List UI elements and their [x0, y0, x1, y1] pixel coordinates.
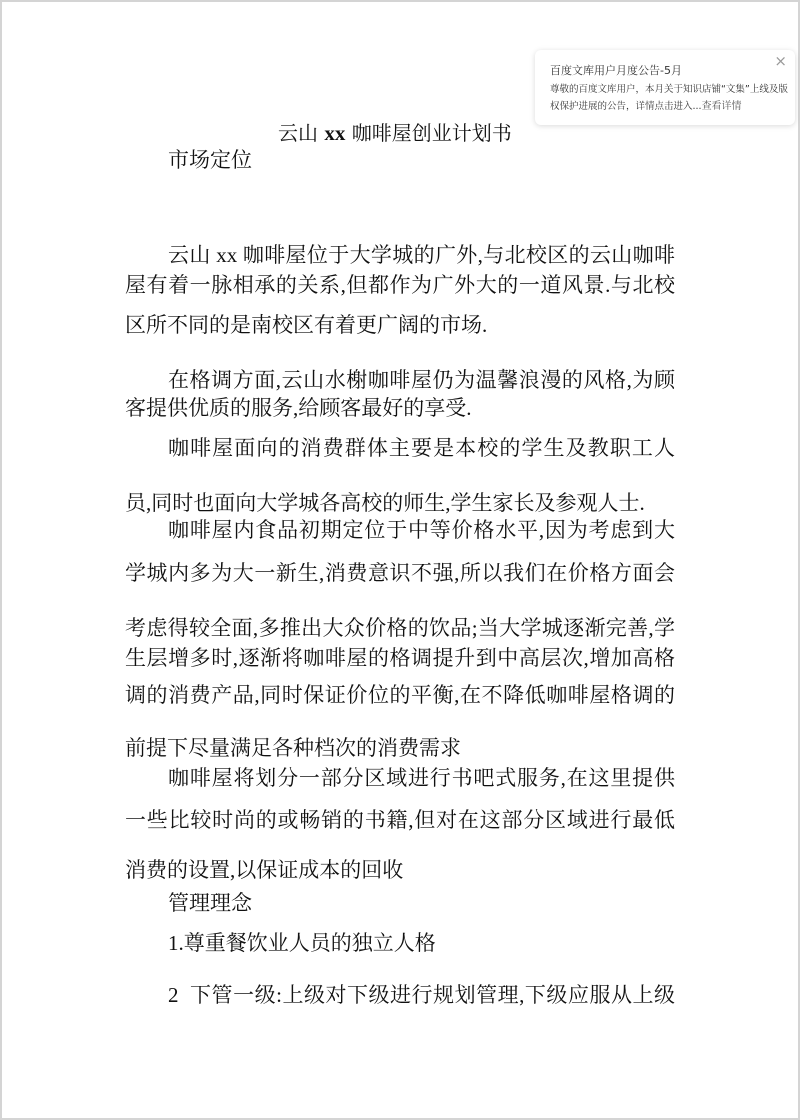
paragraph-line: 咖啡屋面向的消费群体主要是本校的学生及教职工人 — [168, 436, 675, 460]
section-heading-management: 管理理念 — [168, 891, 252, 915]
paragraph-line: 咖啡屋将划分一部分区域进行书吧式服务,在这里提供 — [168, 766, 675, 790]
paragraph-line: 前提下尽量满足各种档次的消费需求 — [125, 736, 461, 760]
paragraph-line: 员,同时也面向大学城各高校的师生,学生家长及参观人士. — [125, 491, 645, 515]
paragraph-line: 在格调方面,云山水榭咖啡屋仍为温馨浪漫的风格,为顾 — [168, 368, 675, 392]
announcement-body — [550, 81, 790, 115]
paragraph-line: 客提供优质的服务,给顾客最好的享受. — [125, 396, 472, 420]
announcement-title: 百度文库用户月度公告-5月 — [550, 64, 682, 77]
section-heading-market: 市场定位 — [168, 148, 252, 172]
title-bold: xx — [324, 121, 346, 145]
paragraph-line: 考虑得较全面,多推出大众价格的饮品;当大学城逐渐完善,学 — [125, 616, 675, 640]
announcement-text: 尊敬的百度文库用户，本月关于知识店铺“文集”上线及版权保护进展的公告，详情点击进入... — [550, 84, 788, 112]
paragraph-line: 屋有着一脉相承的关系,但都作为广外大的一道风景.与北校 — [125, 273, 675, 297]
paragraph-line: 生层增多时,逐渐将咖啡屋的格调提升到中高层次,增加高格 — [125, 646, 675, 670]
paragraph-line: 区所不同的是南校区有着更广阔的市场. — [125, 313, 488, 337]
paragraph-line: 云山 xx 咖啡屋位于大学城的广外,与北校区的云山咖啡 — [168, 243, 675, 267]
announcement-popup[interactable] — [535, 50, 795, 125]
paragraph-line: 学城内多为大一新生,消费意识不强,所以我们在价格方面会 — [125, 561, 675, 585]
title-prefix: 云山 — [278, 121, 325, 145]
list-item: 2 下管一级:上级对下级进行规划管理,下级应服从上级 — [168, 983, 675, 1007]
view-details-link[interactable]: 查看详情 — [701, 101, 742, 112]
document-title — [278, 120, 512, 146]
close-icon[interactable]: × — [774, 52, 787, 70]
paragraph-line: 咖啡屋内食品初期定位于中等价格水平,因为考虑到大 — [168, 518, 675, 542]
list-item: 1.尊重餐饮业人员的独立人格 — [168, 931, 436, 955]
paragraph-line: 消费的设置,以保证成本的回收 — [125, 858, 404, 882]
title-suffix: 咖啡屋创业计划书 — [345, 121, 512, 145]
paragraph-line: 调的消费产品,同时保证价位的平衡,在不降低咖啡屋格调的 — [125, 683, 675, 707]
paragraph-line: 一些比较时尚的或畅销的书籍,但对在这部分区域进行最低 — [125, 808, 675, 832]
